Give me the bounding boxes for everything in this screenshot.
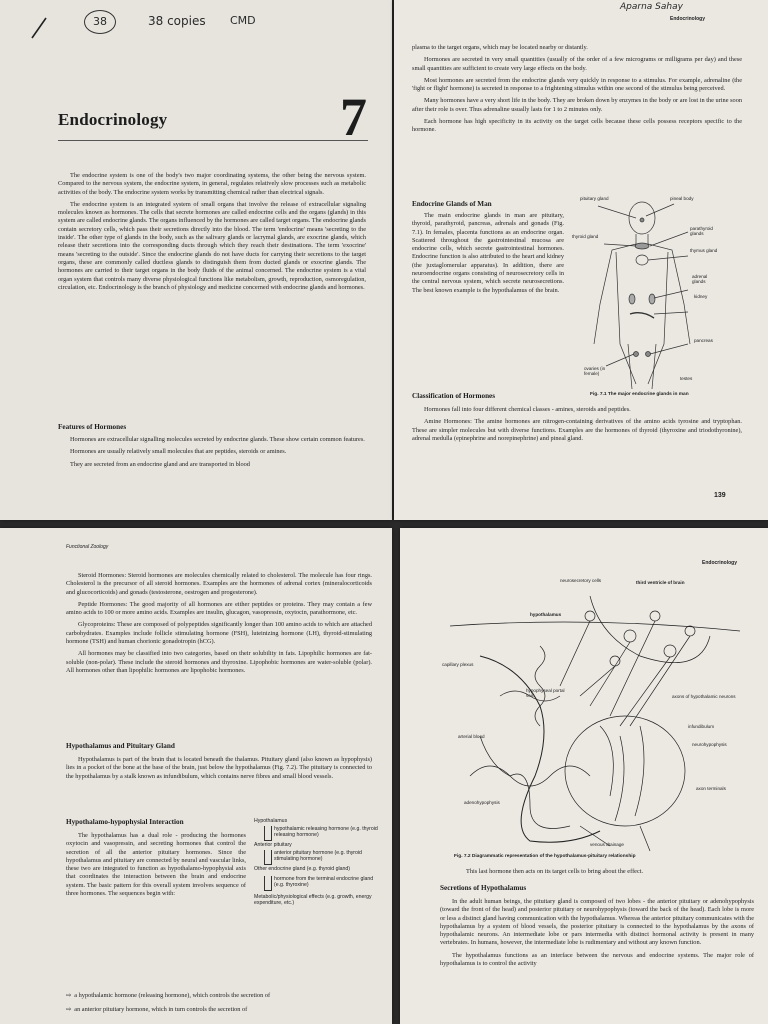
- interaction-text: [66, 832, 246, 902]
- label-neurosecretory-cells: neurosecretory cells: [560, 578, 602, 583]
- solubility-paragraph: All hormones may be classified into two categories, based on their solubility in fats. Lipophilic hormones are fat-soluble (non-polar). These include the steroid hormones and thyroxine. Lipophobic hormones are water-soluble (polar). All hormones other than lipophilic hormones are lipophobic hormones.: [66, 650, 372, 674]
- flow-releasing-hormone: hypothalamic releasing hormone (e.g. thyroid releasing hormone): [274, 826, 378, 838]
- feature-paragraph: Many hormones have a very short life in the body. They are broken down by enzymes in the body or are lost in the urine soon after their role is over. Thus adrenaline usually lasts for 1 to 2 minutes only.: [412, 97, 742, 113]
- feature-paragraph: Most hormones are secreted from the endocrine glands very quickly in response to a stimulus. For example, adrenaline (the 'fight or flight' hormone) is secreted in response to a frightening stimulus within one second of the stimulus being perceived.: [412, 76, 742, 93]
- label-hypothalamus: hypothalamus: [530, 612, 562, 617]
- flow-terminal-hormone: hormone from the terminal endocrine gland (e.g. thyroxine): [274, 876, 374, 888]
- features-list: [58, 436, 366, 473]
- label-pituitary: pituitary gland: [580, 196, 609, 201]
- glands-text: [412, 212, 564, 299]
- label-venous-drainage: venous drainage: [590, 842, 624, 847]
- body-text: [58, 172, 366, 296]
- flow-arrow: [264, 826, 272, 841]
- secretions-text: [440, 898, 754, 972]
- interaction-paragraph: The hypothalamus has a dual role - producing the hormones oxytocin and vasopressin, and secreting hormones that control the secretion of all the anterior pituitary hormones. Since the hypothalamus and pituitary are connected by neural and vascular links, these two are integrated to function as hypothalamo-hypophysial axis that coordinates the interaction between the brain and endocrine system. The basic pattern for this overall system involves sequence of three hormones. The sequences begin with:: [66, 832, 246, 898]
- feature-paragraph: Hormones are secreted in very small quantities (usually of the order of a few micrograms or milligrams per day) and these small quantities are sufficient to create very large effects on the body.: [412, 56, 742, 72]
- label-parathyroid: parathyroid glands: [690, 226, 713, 236]
- glands-paragraph: The main endocrine glands in man are pituitary, thyroid, parathyroid, pancreas, adrenals and gonads (Fig. 7.1). In females, placenta functions as an endocrine organ. Scattered throughout the gastrointestinal mucosa are endocrine cells, which secrete gastrointestinal hormones. Endocrine function is also attributed to the heart and kidney (the juxtaglomerular apparatus). In addition, there are neuroendocrine organs consisting of neurosecretory cells in the central nervous system, which secrete neurosecretions. The best known example is the hypothalamus of the brain.: [412, 212, 564, 294]
- label-pineal: pineal body: [670, 196, 694, 201]
- label-portal-vein: hypophyseal portal vein: [526, 688, 565, 698]
- label-kidney: kidney: [694, 294, 708, 299]
- running-head: Functional Zoology: [66, 544, 109, 550]
- handnote-initials: CMD: [230, 14, 256, 27]
- arrow-bullet-icon: ⇨: [66, 992, 72, 999]
- hormone-classes: [66, 572, 372, 679]
- effect-paragraph: This last hormone then acts on its target cells to bring about the effect.: [466, 868, 644, 875]
- label-neurohypophysis: neurohypophysis: [692, 742, 727, 747]
- label-adenohypophysis: adenohypophysis: [464, 800, 500, 805]
- label-thymus: thymus gland: [690, 248, 718, 253]
- intro-paragraph: The endocrine system is one of the body's two major coordinating systems, the other being the nervous system. Compared to the nervous system, the endocrine system, in general, regulates relatively slow processes such as metabolic activities of the body. The endocrine system works by transmitting chemical rather than electrical signals.: [58, 172, 366, 196]
- sequence-list: [66, 992, 386, 1014]
- classification-text: [412, 406, 742, 447]
- interaction-heading: Hypothalamo-hypophysial Interaction: [66, 818, 184, 826]
- flow-anterior-pituitary: Anterior pituitary: [254, 842, 292, 848]
- hypothalamus-pituitary-text: [66, 756, 372, 785]
- running-head: Endocrinology: [670, 16, 705, 22]
- label-axons: axons of hypothalamic neurons: [672, 694, 736, 699]
- figure-7-2-caption: Fig. 7.2 Diagrammatic representation of the hypothalamus-pituitary relationship: [454, 854, 636, 859]
- secretions-paragraph: In the adult human beings, the pituitary gland is composed of two lobes - the anterior pituitary or adenohypophysis (toward the front of the head) and posterior pituitary or neurohypophysis (toward the back of the head). Each lobe is more or less a distinct gland having communication with the hypothalamus. Whereas the anterior pituitary communicates with the hypothalamus by a system of blood vessels, the posterior pituitary is connected to the hypothalamus by the axons of hypothalamic neurons. An intermediate lobe or pars intermedia with distinct hormonal activity is present in many vertebrates. In humans, however, the intermediate lobe is rudimentary and without any known function.: [440, 898, 754, 947]
- hp-paragraph: Hypothalamus is part of the brain that is located beneath the thalamus. Pituitary gland (also known as hypophysis) lies in a pocket of the bone at the base of the brain, just below the hypothalamus (Fig. 7.2). The pituitary is connected to the hypothalamus by a stalk known as infundibulum, which contains nerve fibres and small blood vessels.: [66, 756, 372, 780]
- label-adrenal: adrenal glands: [692, 274, 708, 284]
- hypothalamus-pituitary-heading: Hypothalamus and Pituitary Gland: [66, 742, 175, 750]
- page-139-right: [394, 0, 768, 520]
- hormone-flow-chart: [252, 818, 388, 958]
- steroid-paragraph: Steroid Hormones: Steroid hormones are molecules chemically related to cholesterol. The molecule has four rings. Cholesterol is the precursor of all steroid hormones. Examples are the hormones of adrenal cortex (mineralocorticoids and glucocorticoids) and gonads (testosterone, oestrogen and progesterone).: [66, 572, 372, 596]
- peptide-paragraph: Peptide Hormones: The good majority of all hormones are either peptides or proteins. They may contain a few amino acids to 100 or more amino acids. Examples are insulin, glucagon, vasopressin, oxytocin, parathormone, etc.: [66, 600, 372, 617]
- flow-other-gland: Other endocrine gland (e.g. thyroid gland): [254, 866, 351, 872]
- flow-pituitary-hormone: anterior pituitary hormone (e.g. thyroid stimulating hormone): [274, 850, 362, 862]
- label-infundibulum: infundibulum: [688, 724, 715, 729]
- sequence-item: [66, 992, 386, 1000]
- features-continued: [412, 44, 742, 139]
- feature-item: Hormones are extracellular signalling molecules secreted by endocrine glands. These show certain common features.: [70, 436, 365, 443]
- handwritten-checkmark: [28, 8, 68, 42]
- label-testes: testes: [680, 376, 693, 381]
- label-arterial-blood: arterial blood: [458, 734, 485, 739]
- label-thyroid: thyroid gland: [572, 234, 599, 239]
- features-heading: Features of Hormones: [58, 423, 127, 431]
- figure-7-2: [440, 576, 750, 856]
- feature-item: They are secreted from an endocrine gland and are transported in blood: [70, 460, 250, 468]
- classification-paragraph: Hormones fall into four different chemical classes - amines, steroids and peptides.: [424, 406, 631, 413]
- flow-hypothalamus: Hypothalamus: [254, 818, 288, 824]
- sequence-item-text: a hypothalamic hormone (releasing hormone), which controls the secretion of: [74, 992, 271, 999]
- title-rule: [58, 140, 368, 141]
- chapter-number: 7: [340, 87, 367, 147]
- page-140-right: [400, 528, 768, 1024]
- continued-line: plasma to the target organs, which may be located nearby or distantly.: [412, 44, 588, 51]
- classification-heading: Classification of Hormones: [412, 392, 496, 400]
- page-140-left: [0, 528, 392, 1024]
- flow-arrow: [264, 850, 272, 865]
- handwritten-signature: Aparna Sahay: [620, 2, 683, 12]
- handnote-copies: 38 copies: [148, 14, 206, 28]
- figure-7-1: [570, 194, 748, 394]
- endocrine-system-paragraph: The endocrine system is an integrated system of small organs that involve the release of extracellular signaling molecules known as hormones. The cells that secrete hormones are called endocrine cells and the organs (glands) in this system are called endocrine glands. The organs influenced by the hormones are called target organs. The endocrine glands contain secretory cells, which pass their secretions directly into the blood. The term 'endocrine' means 'secreting to the inside'. The other type of glands in the body, such as the salivary glands or lacrymal glands, are exocrine glands, which release their secretions into the corresponding ducts through which they reach their destinations. The term 'exocrine' means 'secreting to the outside'. Since the endocrine glands do not have ducts for carrying their secretions to the target organs, these are commonly called ductless glands to distinguish them from ducted glands or exocrine glands. The hormones are carried to their target organs in the body fluids of the animal concerned. The endocrine system is a vital organ system that controls many diverse physiological functions like metabolism, growth, reproduction, osmoregulation, circulation, etc. Endocrinology is the branch of physiology and medicine concerned with endocrine glands and hormones.: [58, 200, 366, 291]
- sequence-item-text: an anterior pituitary hormone, which in turn controls the secretion of: [74, 1006, 248, 1013]
- running-head: Endocrinology: [702, 560, 737, 566]
- glycoprotein-paragraph: Glycoproteins: These are composed of polypeptides significantly longer than 100 amino acids to which are attached carbohydrates. Examples include follicle stimulating hormone (FSH), luteinizing hormone (LH), thyroid-stimulating hormone (TSH) and human chorionic gonadotropin (hCG).: [66, 621, 372, 646]
- label-pancreas: pancreas: [694, 338, 713, 343]
- human-body-diagram: [570, 194, 748, 394]
- amine-paragraph: Amine Hormones: The amine hormones are nitrogen-containing derivatives of the amino acids tyrosine and tryptophan. These are simpler molecules but with diverse functions. Examples are the hormones of thyroid (thyroxine and triodothyronine), adrenal medulla (epinephrine and norepinephrine) and pineal gland.: [412, 418, 742, 442]
- label-capillary-plexus: capillary plexus: [442, 662, 474, 667]
- interface-paragraph: The hypothalamus functions as an interface between the nervous and endocrine systems. The major role of hypothalamus is to control the activity: [440, 951, 754, 968]
- arrow-bullet-icon: ⇨: [66, 1006, 72, 1013]
- feature-item: Hormones are usually relatively small molecules that are peptides, steroids or amines.: [70, 448, 287, 456]
- label-axon-terminals: axon terminals: [696, 786, 726, 791]
- handnote-number-text: 38: [93, 15, 107, 28]
- flow-arrow: [264, 876, 272, 891]
- hypothalamus-pituitary-diagram: [440, 576, 750, 856]
- sequence-item: [66, 1006, 386, 1014]
- feature-paragraph: Each hormone has high specificity in its activity on the target cells because these cells possess receptors specific to the hormone.: [412, 118, 742, 134]
- figure-7-1-caption: Fig. 7.1 The major endocrine glands in man: [590, 392, 689, 397]
- page-139-left: [0, 0, 392, 520]
- secretions-heading: Secretions of Hypothalamus: [440, 884, 527, 892]
- glands-heading: Endocrine Glands of Man: [412, 200, 492, 208]
- page-number: 139: [714, 492, 726, 499]
- handnote-circled-number: [84, 10, 116, 34]
- label-third-ventricle: third ventricle of brain: [636, 580, 685, 585]
- flow-effects: Metabolic/physiological effects (e.g. growth, energy expenditure, etc.): [254, 894, 372, 906]
- effect-line: [454, 868, 754, 880]
- chapter-title: Endocrinology: [58, 110, 168, 129]
- label-ovaries: ovaries (in female): [584, 366, 606, 376]
